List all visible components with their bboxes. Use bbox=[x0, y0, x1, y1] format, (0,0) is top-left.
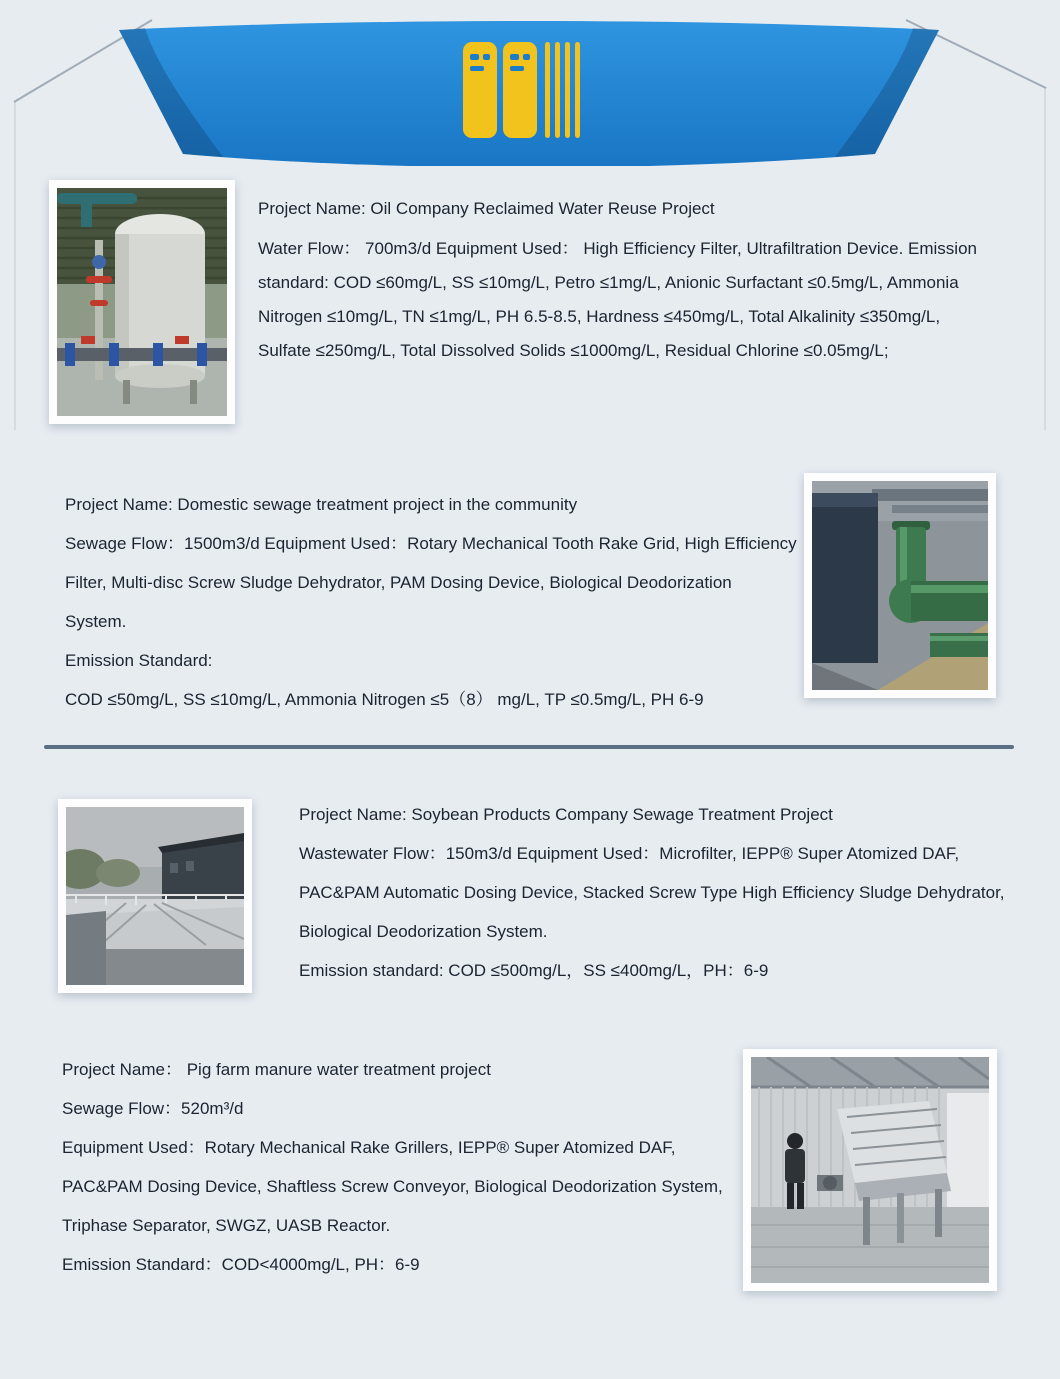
project-text-line: Sewage Flow：1500m3/d Equipment Used：Rotary Mechanical Tooth Rake Grid, High Efficiency bbox=[65, 534, 797, 553]
project-text-line: Nitrogen ≤10mg/L, TN ≤1mg/L, PH 6.5-8.5, Hardness ≤450mg/L, Total Alkalinity ≤350mg/L, bbox=[258, 307, 941, 326]
project-title: Project Name： Pig farm manure water treatment project bbox=[62, 1060, 491, 1079]
project-text-line: System. bbox=[65, 612, 127, 631]
facility-photo-art bbox=[66, 807, 244, 985]
project-text-line: Emission standard: COD ≤500mg/L，SS ≤400mg/L，PH：6-9 bbox=[299, 961, 769, 980]
project-text-line: Equipment Used：Rotary Mechanical Rake Grillers, IEPP® Super Atomized DAF, bbox=[62, 1138, 676, 1157]
project-text-line: PAC&PAM Dosing Device, Shaftless Screw Conveyor, Biological Deodorization System, bbox=[62, 1177, 723, 1196]
project-title: Project Name: Oil Company Reclaimed Water Reuse Project bbox=[258, 199, 715, 218]
project-text-line: COD ≤50mg/L, SS ≤10mg/L, Ammonia Nitrogen ≤5（8） mg/L, TP ≤0.5mg/L, PH 6-9 bbox=[65, 690, 704, 709]
project-text-line: Triphase Separator, SWGZ, UASB Reactor. bbox=[62, 1216, 391, 1235]
section-divider bbox=[44, 745, 1014, 749]
project-title: Project Name: Soybean Products Company Sewage Treatment Project bbox=[299, 805, 833, 824]
project-text-line: Biological Deodorization System. bbox=[299, 922, 548, 941]
project-text-line: standard: COD ≤60mg/L, SS ≤10mg/L, Petro ≤1mg/L, Anionic Surfactant ≤0.5mg/L, Ammonia bbox=[258, 273, 959, 292]
sewage-tank-pipes-photo bbox=[804, 473, 996, 698]
project-text-line: Filter, Multi-disc Screw Sludge Dehydrator, PAM Dosing Device, Biological Deodorization bbox=[65, 573, 732, 592]
oil-company-project-text bbox=[258, 192, 977, 368]
pipes-photo-art bbox=[812, 481, 988, 690]
project-text-line: Sewage Flow：520m³/d bbox=[62, 1099, 244, 1118]
project-text-line: Wastewater Flow：150m3/d Equipment Used：Microfilter, IEPP® Super Atomized DAF, bbox=[299, 844, 960, 863]
outdoor-treatment-facility-photo bbox=[58, 799, 252, 993]
project-text-line: Emission Standard：COD<4000mg/L, PH：6-9 bbox=[62, 1255, 420, 1274]
project-text-line: PAC&PAM Automatic Dosing Device, Stacked Screw Type High Efficiency Sludge Dehydrator, bbox=[299, 883, 1005, 902]
filter-cabinet-icon bbox=[463, 40, 581, 140]
project-text-line: Emission Standard: bbox=[65, 651, 213, 670]
header-ribbon bbox=[115, 16, 943, 166]
tank-photo-art bbox=[57, 188, 227, 416]
equipment-photo-art bbox=[751, 1057, 989, 1283]
water-treatment-tank-photo bbox=[49, 180, 235, 424]
project-title: Project Name: Domestic sewage treatment project in the community bbox=[65, 495, 578, 514]
soybean-products-project-text bbox=[299, 795, 1009, 990]
pig-farm-project-text bbox=[62, 1050, 752, 1284]
project-text-line: Sulfate ≤250mg/L, Total Dissolved Solids ≤1000mg/L, Residual Chlorine ≤0.05mg/L; bbox=[258, 341, 889, 360]
community-sewage-project-text bbox=[65, 485, 825, 719]
indoor-equipment-shed-photo bbox=[743, 1049, 997, 1291]
project-text-line: Water Flow： 700m3/d Equipment Used： High Efficiency Filter, Ultrafiltration Device. Emission bbox=[258, 239, 977, 258]
